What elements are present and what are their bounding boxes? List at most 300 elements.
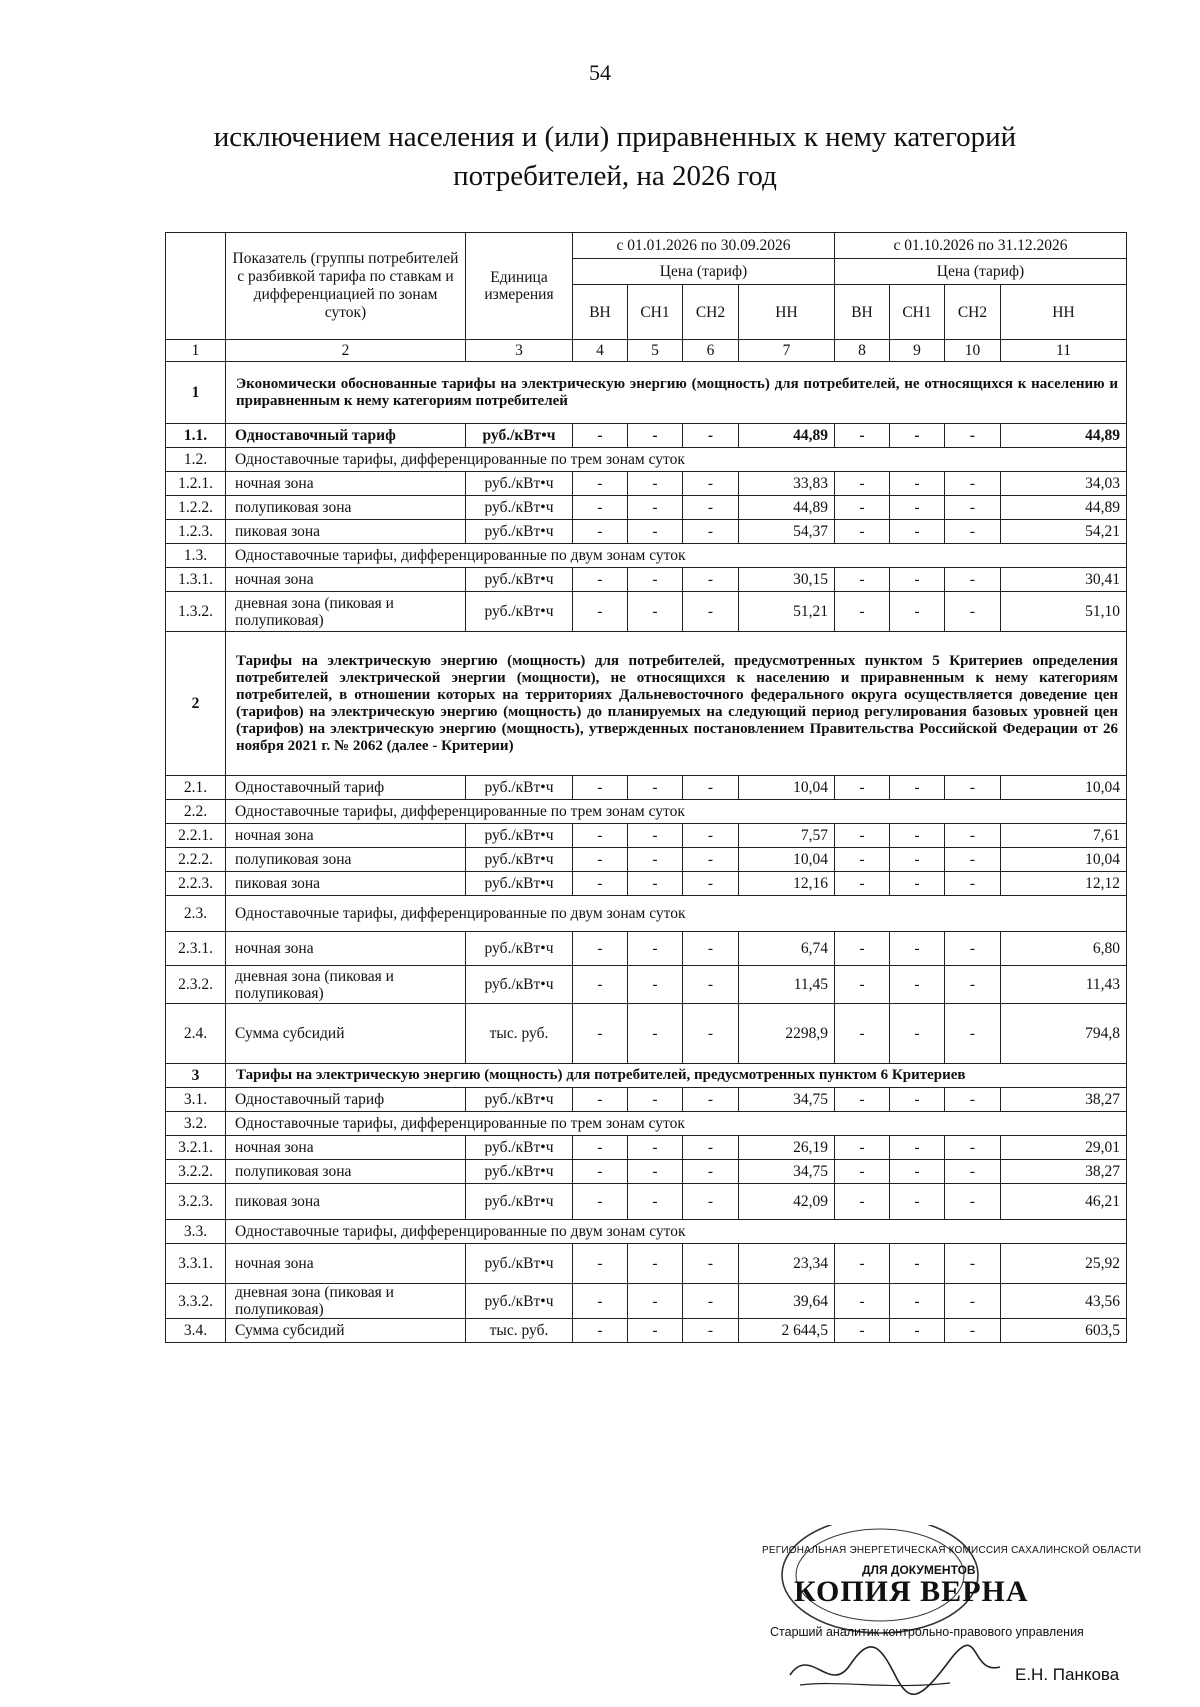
table-row bbox=[166, 1004, 1127, 1064]
row-unit: руб./кВт•ч bbox=[466, 1136, 573, 1160]
row-number: 1.1. bbox=[166, 424, 226, 448]
row-value-8: 11,43 bbox=[1001, 966, 1127, 1004]
row-value-3: - bbox=[683, 1160, 739, 1184]
row-unit: руб./кВт•ч bbox=[466, 966, 573, 1004]
row-value-1: - bbox=[573, 1088, 628, 1112]
row-value-4: 6,74 bbox=[739, 932, 835, 966]
table-row bbox=[166, 1136, 1127, 1160]
row-value-4: 33,83 bbox=[739, 472, 835, 496]
row-value-3: - bbox=[683, 592, 739, 632]
row-number: 3.3.2. bbox=[166, 1284, 226, 1319]
row-value-5: - bbox=[835, 848, 890, 872]
stamp-inner-text: ДЛЯ ДОКУМЕНТОВ bbox=[862, 1563, 976, 1577]
row-value-2: - bbox=[628, 1284, 683, 1319]
row-value-8: 43,56 bbox=[1001, 1284, 1127, 1319]
column-number-5: 5 bbox=[628, 340, 683, 362]
row-value-4: 12,16 bbox=[739, 872, 835, 896]
row-value-5: - bbox=[835, 872, 890, 896]
title-line-2: потребителей, на 2026 год bbox=[453, 160, 777, 192]
table-row bbox=[166, 1184, 1127, 1220]
row-value-1: - bbox=[573, 424, 628, 448]
table-row bbox=[166, 568, 1127, 592]
row-value-3: - bbox=[683, 424, 739, 448]
row-value-3: - bbox=[683, 966, 739, 1004]
row-value-5: - bbox=[835, 496, 890, 520]
row-value-5: - bbox=[835, 1160, 890, 1184]
row-value-4: 34,75 bbox=[739, 1160, 835, 1184]
row-value-4: 30,15 bbox=[739, 568, 835, 592]
row-value-2: - bbox=[628, 1004, 683, 1064]
row-value-5: - bbox=[835, 966, 890, 1004]
row-number: 1 bbox=[166, 362, 226, 424]
row-value-4: 39,64 bbox=[739, 1284, 835, 1319]
section-row bbox=[166, 632, 1127, 776]
row-value-1: - bbox=[573, 1004, 628, 1064]
header-level-6: СН1 bbox=[890, 285, 945, 340]
row-unit: руб./кВт•ч bbox=[466, 932, 573, 966]
group-row bbox=[166, 1112, 1127, 1136]
row-value-3: - bbox=[683, 1284, 739, 1319]
row-value-4: 2298,9 bbox=[739, 1004, 835, 1064]
row-value-1: - bbox=[573, 1184, 628, 1220]
row-value-5: - bbox=[835, 592, 890, 632]
row-value-7: - bbox=[945, 966, 1001, 1004]
section-heading: Тарифы на электрическую энергию (мощность) для потребителей, предусмотренных пунктом 6 Критериев bbox=[226, 1064, 1127, 1088]
row-value-8: 51,10 bbox=[1001, 592, 1127, 632]
row-value-6: - bbox=[890, 872, 945, 896]
row-unit: руб./кВт•ч bbox=[466, 520, 573, 544]
row-value-2: - bbox=[628, 776, 683, 800]
row-value-5: - bbox=[835, 1244, 890, 1284]
row-number: 1.2.2. bbox=[166, 496, 226, 520]
certification-stamp bbox=[762, 1525, 1142, 1707]
row-unit: тыс. руб. bbox=[466, 1319, 573, 1343]
row-value-8: 29,01 bbox=[1001, 1136, 1127, 1160]
header-period-1: с 01.01.2026 по 30.09.2026 bbox=[573, 233, 835, 259]
row-value-2: - bbox=[628, 568, 683, 592]
row-value-7: - bbox=[945, 848, 1001, 872]
row-value-8: 46,21 bbox=[1001, 1184, 1127, 1220]
row-indicator: пиковая зона bbox=[226, 1184, 466, 1220]
row-value-1: - bbox=[573, 848, 628, 872]
row-value-6: - bbox=[890, 1184, 945, 1220]
row-value-8: 44,89 bbox=[1001, 496, 1127, 520]
row-indicator: пиковая зона bbox=[226, 872, 466, 896]
row-value-4: 54,37 bbox=[739, 520, 835, 544]
row-value-7: - bbox=[945, 1244, 1001, 1284]
header-col-1-blank bbox=[166, 233, 226, 340]
group-heading: Одноставочные тарифы, дифференцированные по двум зонам суток bbox=[226, 896, 1127, 932]
row-unit: руб./кВт•ч bbox=[466, 776, 573, 800]
row-value-8: 794,8 bbox=[1001, 1004, 1127, 1064]
row-number: 2.3.2. bbox=[166, 966, 226, 1004]
row-value-4: 10,04 bbox=[739, 776, 835, 800]
row-value-4: 7,57 bbox=[739, 824, 835, 848]
column-number-6: 6 bbox=[683, 340, 739, 362]
row-value-5: - bbox=[835, 1319, 890, 1343]
header-price-2: Цена (тариф) bbox=[835, 259, 1127, 285]
row-number: 1.2. bbox=[166, 448, 226, 472]
row-value-8: 38,27 bbox=[1001, 1088, 1127, 1112]
table-row bbox=[166, 932, 1127, 966]
section-row bbox=[166, 1064, 1127, 1088]
row-number: 3.1. bbox=[166, 1088, 226, 1112]
row-number: 2.4. bbox=[166, 1004, 226, 1064]
row-value-8: 10,04 bbox=[1001, 776, 1127, 800]
row-value-6: - bbox=[890, 1004, 945, 1064]
table-row bbox=[166, 472, 1127, 496]
row-value-4: 34,75 bbox=[739, 1088, 835, 1112]
row-value-2: - bbox=[628, 848, 683, 872]
signer-position: Старший аналитик контрольно-правового управления bbox=[770, 1625, 1084, 1639]
row-value-2: - bbox=[628, 1319, 683, 1343]
row-number: 3.2. bbox=[166, 1112, 226, 1136]
row-value-3: - bbox=[683, 1244, 739, 1284]
row-indicator: ночная зона bbox=[226, 932, 466, 966]
group-heading: Одноставочные тарифы, дифференцированные по трем зонам суток bbox=[226, 448, 1127, 472]
row-value-1: - bbox=[573, 496, 628, 520]
row-number: 2.2.1. bbox=[166, 824, 226, 848]
row-number: 1.3. bbox=[166, 544, 226, 568]
row-unit: руб./кВт•ч bbox=[466, 848, 573, 872]
row-indicator: полупиковая зона bbox=[226, 1160, 466, 1184]
group-row bbox=[166, 896, 1127, 932]
row-value-3: - bbox=[683, 1088, 739, 1112]
row-value-6: - bbox=[890, 1136, 945, 1160]
table-row bbox=[166, 824, 1127, 848]
column-number-10: 10 bbox=[945, 340, 1001, 362]
table-row bbox=[166, 592, 1127, 632]
row-value-7: - bbox=[945, 496, 1001, 520]
row-value-3: - bbox=[683, 1004, 739, 1064]
row-value-6: - bbox=[890, 1244, 945, 1284]
row-value-2: - bbox=[628, 966, 683, 1004]
header-period-2: с 01.10.2026 по 31.12.2026 bbox=[835, 233, 1127, 259]
row-value-8: 54,21 bbox=[1001, 520, 1127, 544]
row-value-1: - bbox=[573, 1319, 628, 1343]
row-value-1: - bbox=[573, 568, 628, 592]
row-indicator: ночная зона bbox=[226, 1244, 466, 1284]
row-value-6: - bbox=[890, 776, 945, 800]
row-number: 2.3. bbox=[166, 896, 226, 932]
row-value-2: - bbox=[628, 1136, 683, 1160]
table-row bbox=[166, 1088, 1127, 1112]
row-value-8: 7,61 bbox=[1001, 824, 1127, 848]
row-value-6: - bbox=[890, 966, 945, 1004]
row-number: 1.3.2. bbox=[166, 592, 226, 632]
row-value-6: - bbox=[890, 496, 945, 520]
row-value-1: - bbox=[573, 932, 628, 966]
row-value-3: - bbox=[683, 776, 739, 800]
row-value-6: - bbox=[890, 932, 945, 966]
row-number: 1.3.1. bbox=[166, 568, 226, 592]
group-row bbox=[166, 800, 1127, 824]
stamp-organization: РЕГИОНАЛЬНАЯ ЭНЕРГЕТИЧЕСКАЯ КОМИССИЯ САХАЛИНСКОЙ ОБЛАСТИ bbox=[762, 1545, 1142, 1556]
row-value-3: - bbox=[683, 1184, 739, 1220]
row-indicator: Сумма субсидий bbox=[226, 1004, 466, 1064]
row-value-1: - bbox=[573, 966, 628, 1004]
row-value-5: - bbox=[835, 1184, 890, 1220]
row-value-5: - bbox=[835, 1284, 890, 1319]
row-value-7: - bbox=[945, 568, 1001, 592]
row-value-5: - bbox=[835, 1004, 890, 1064]
row-number: 3.2.2. bbox=[166, 1160, 226, 1184]
row-number: 3.3.1. bbox=[166, 1244, 226, 1284]
row-indicator: дневная зона (пиковая и полупиковая) bbox=[226, 966, 466, 1004]
row-number: 2.1. bbox=[166, 776, 226, 800]
row-unit: руб./кВт•ч bbox=[466, 472, 573, 496]
row-value-3: - bbox=[683, 824, 739, 848]
row-unit: руб./кВт•ч bbox=[466, 592, 573, 632]
header-level-4: НН bbox=[739, 285, 835, 340]
column-number-1: 1 bbox=[166, 340, 226, 362]
table-row bbox=[166, 496, 1127, 520]
page-number: 54 bbox=[589, 60, 611, 85]
row-value-8: 30,41 bbox=[1001, 568, 1127, 592]
signer-name: Е.Н. Панкова bbox=[1015, 1665, 1120, 1684]
table-row bbox=[166, 1160, 1127, 1184]
row-number: 2 bbox=[166, 632, 226, 776]
row-value-4: 2 644,5 bbox=[739, 1319, 835, 1343]
table-row bbox=[166, 776, 1127, 800]
header-unit: Единица измерения bbox=[466, 233, 573, 340]
row-value-3: - bbox=[683, 568, 739, 592]
row-value-6: - bbox=[890, 592, 945, 632]
table-row bbox=[166, 424, 1127, 448]
row-value-6: - bbox=[890, 424, 945, 448]
row-value-1: - bbox=[573, 1136, 628, 1160]
row-value-4: 10,04 bbox=[739, 848, 835, 872]
group-row bbox=[166, 544, 1127, 568]
row-value-2: - bbox=[628, 824, 683, 848]
row-value-2: - bbox=[628, 496, 683, 520]
row-indicator: Сумма субсидий bbox=[226, 1319, 466, 1343]
row-value-8: 38,27 bbox=[1001, 1160, 1127, 1184]
row-value-3: - bbox=[683, 872, 739, 896]
row-unit: тыс. руб. bbox=[466, 1004, 573, 1064]
column-number-3: 3 bbox=[466, 340, 573, 362]
row-value-8: 6,80 bbox=[1001, 932, 1127, 966]
header-level-3: СН2 bbox=[683, 285, 739, 340]
row-value-8: 44,89 bbox=[1001, 424, 1127, 448]
row-value-4: 51,21 bbox=[739, 592, 835, 632]
row-value-8: 25,92 bbox=[1001, 1244, 1127, 1284]
group-row bbox=[166, 448, 1127, 472]
row-value-5: - bbox=[835, 424, 890, 448]
row-value-6: - bbox=[890, 848, 945, 872]
row-value-7: - bbox=[945, 1184, 1001, 1220]
group-heading: Одноставочные тарифы, дифференцированные по трем зонам суток bbox=[226, 1112, 1127, 1136]
column-number-8: 8 bbox=[835, 340, 890, 362]
header-price-1: Цена (тариф) bbox=[573, 259, 835, 285]
header-indicator: Показатель (группы потребителей с разбивкой тарифа по ставкам и дифференциацией по зонам суток) bbox=[226, 233, 466, 340]
table-row bbox=[166, 1284, 1127, 1319]
row-value-2: - bbox=[628, 592, 683, 632]
row-value-2: - bbox=[628, 1184, 683, 1220]
page-title bbox=[150, 118, 1080, 196]
row-unit: руб./кВт•ч bbox=[466, 496, 573, 520]
row-value-5: - bbox=[835, 472, 890, 496]
table-row bbox=[166, 1244, 1127, 1284]
row-indicator: Одноставочный тариф bbox=[226, 424, 466, 448]
row-value-5: - bbox=[835, 1088, 890, 1112]
row-number: 3 bbox=[166, 1064, 226, 1088]
row-value-7: - bbox=[945, 1160, 1001, 1184]
row-value-7: - bbox=[945, 1004, 1001, 1064]
section-heading: Тарифы на электрическую энергию (мощность) для потребителей, предусмотренных пунктом 5 Критериев определения потребителей электрической энергии (мощности), не относящихся к населению и приравненным к нему категориям потребителей, в отношении которых на территориях Дальневосточного федерального округа осуществляется доведение цен (тарифов) на электрическую энергию (мощность) до планируемых на следующий период регулирования базовых уровней цен (тарифов) на электрическую энергию (мощность), утвержденных постановлением Правительства Российской Федерации от 26 ноября 2021 г. № 2062 (далее - Критерии) bbox=[226, 632, 1127, 776]
row-value-7: - bbox=[945, 1284, 1001, 1319]
row-value-4: 44,89 bbox=[739, 424, 835, 448]
header-level-1: ВН bbox=[573, 285, 628, 340]
row-value-2: - bbox=[628, 424, 683, 448]
row-value-1: - bbox=[573, 1244, 628, 1284]
row-number: 2.2.3. bbox=[166, 872, 226, 896]
row-indicator: ночная зона bbox=[226, 568, 466, 592]
row-value-2: - bbox=[628, 1160, 683, 1184]
row-value-7: - bbox=[945, 1136, 1001, 1160]
header-level-7: СН2 bbox=[945, 285, 1001, 340]
row-value-6: - bbox=[890, 1319, 945, 1343]
column-number-2: 2 bbox=[226, 340, 466, 362]
title-line-1: исключением населения и (или) приравненных к нему категорий bbox=[213, 121, 1017, 153]
row-value-1: - bbox=[573, 824, 628, 848]
row-value-8: 603,5 bbox=[1001, 1319, 1127, 1343]
row-number: 1.2.1. bbox=[166, 472, 226, 496]
row-indicator: пиковая зона bbox=[226, 520, 466, 544]
row-value-7: - bbox=[945, 592, 1001, 632]
row-value-4: 26,19 bbox=[739, 1136, 835, 1160]
row-value-4: 42,09 bbox=[739, 1184, 835, 1220]
row-value-2: - bbox=[628, 872, 683, 896]
row-value-4: 11,45 bbox=[739, 966, 835, 1004]
row-value-2: - bbox=[628, 1244, 683, 1284]
row-value-6: - bbox=[890, 520, 945, 544]
column-number-11: 11 bbox=[1001, 340, 1127, 362]
header-level-8: НН bbox=[1001, 285, 1127, 340]
row-unit: руб./кВт•ч bbox=[466, 872, 573, 896]
row-value-5: - bbox=[835, 824, 890, 848]
row-indicator: полупиковая зона bbox=[226, 496, 466, 520]
header-level-2: СН1 bbox=[628, 285, 683, 340]
row-value-3: - bbox=[683, 496, 739, 520]
row-value-6: - bbox=[890, 1088, 945, 1112]
row-unit: руб./кВт•ч bbox=[466, 1160, 573, 1184]
row-number: 3.2.3. bbox=[166, 1184, 226, 1220]
row-unit: руб./кВт•ч bbox=[466, 1088, 573, 1112]
row-indicator: ночная зона bbox=[226, 472, 466, 496]
row-unit: руб./кВт•ч bbox=[466, 568, 573, 592]
row-value-3: - bbox=[683, 848, 739, 872]
row-value-7: - bbox=[945, 1088, 1001, 1112]
row-value-8: 12,12 bbox=[1001, 872, 1127, 896]
row-value-7: - bbox=[945, 824, 1001, 848]
row-value-7: - bbox=[945, 1319, 1001, 1343]
row-value-5: - bbox=[835, 520, 890, 544]
row-indicator: дневная зона (пиковая и полупиковая) bbox=[226, 1284, 466, 1319]
row-value-3: - bbox=[683, 932, 739, 966]
tariff-table bbox=[165, 232, 1127, 1343]
row-indicator: Одноставочный тариф bbox=[226, 1088, 466, 1112]
row-value-1: - bbox=[573, 1160, 628, 1184]
group-row bbox=[166, 1220, 1127, 1244]
group-heading: Одноставочные тарифы, дифференцированные по двум зонам суток bbox=[226, 544, 1127, 568]
row-value-1: - bbox=[573, 592, 628, 632]
row-value-7: - bbox=[945, 424, 1001, 448]
row-value-5: - bbox=[835, 776, 890, 800]
header-level-5: ВН bbox=[835, 285, 890, 340]
row-value-1: - bbox=[573, 776, 628, 800]
column-number-7: 7 bbox=[739, 340, 835, 362]
row-indicator: ночная зона bbox=[226, 1136, 466, 1160]
row-number: 3.3. bbox=[166, 1220, 226, 1244]
row-value-5: - bbox=[835, 932, 890, 966]
table-row bbox=[166, 848, 1127, 872]
row-value-4: 44,89 bbox=[739, 496, 835, 520]
row-number: 2.3.1. bbox=[166, 932, 226, 966]
row-value-6: - bbox=[890, 568, 945, 592]
row-value-2: - bbox=[628, 472, 683, 496]
row-value-1: - bbox=[573, 872, 628, 896]
row-value-1: - bbox=[573, 1284, 628, 1319]
row-indicator: дневная зона (пиковая и полупиковая) bbox=[226, 592, 466, 632]
row-value-4: 23,34 bbox=[739, 1244, 835, 1284]
row-value-7: - bbox=[945, 776, 1001, 800]
row-value-3: - bbox=[683, 472, 739, 496]
row-value-3: - bbox=[683, 1319, 739, 1343]
row-value-1: - bbox=[573, 472, 628, 496]
row-number: 2.2. bbox=[166, 800, 226, 824]
table-row bbox=[166, 966, 1127, 1004]
row-indicator: Одноставочный тариф bbox=[226, 776, 466, 800]
row-value-6: - bbox=[890, 472, 945, 496]
row-value-6: - bbox=[890, 1284, 945, 1319]
row-indicator: полупиковая зона bbox=[226, 848, 466, 872]
copy-certified-mark: КОПИЯ ВЕРНА bbox=[794, 1575, 1029, 1608]
row-value-2: - bbox=[628, 1088, 683, 1112]
table-row bbox=[166, 520, 1127, 544]
row-value-3: - bbox=[683, 520, 739, 544]
row-value-3: - bbox=[683, 1136, 739, 1160]
group-heading: Одноставочные тарифы, дифференцированные по трем зонам суток bbox=[226, 800, 1127, 824]
row-value-2: - bbox=[628, 932, 683, 966]
row-unit: руб./кВт•ч bbox=[466, 1184, 573, 1220]
row-unit: руб./кВт•ч bbox=[466, 824, 573, 848]
row-value-5: - bbox=[835, 1136, 890, 1160]
row-value-8: 10,04 bbox=[1001, 848, 1127, 872]
row-number: 1.2.3. bbox=[166, 520, 226, 544]
row-value-7: - bbox=[945, 872, 1001, 896]
row-value-7: - bbox=[945, 520, 1001, 544]
row-unit: руб./кВт•ч bbox=[466, 1244, 573, 1284]
row-indicator: ночная зона bbox=[226, 824, 466, 848]
row-value-1: - bbox=[573, 520, 628, 544]
row-value-8: 34,03 bbox=[1001, 472, 1127, 496]
row-unit: руб./кВт•ч bbox=[466, 424, 573, 448]
row-value-7: - bbox=[945, 472, 1001, 496]
section-row bbox=[166, 362, 1127, 424]
table-row bbox=[166, 1319, 1127, 1343]
table-row bbox=[166, 872, 1127, 896]
section-heading: Экономически обоснованные тарифы на электрическую энергию (мощность) для потребителей, не относящихся к населению и приравненным к нему категориям потребителей bbox=[226, 362, 1127, 424]
row-value-6: - bbox=[890, 1160, 945, 1184]
row-unit: руб./кВт•ч bbox=[466, 1284, 573, 1319]
group-heading: Одноставочные тарифы, дифференцированные по двум зонам суток bbox=[226, 1220, 1127, 1244]
row-value-2: - bbox=[628, 520, 683, 544]
column-number-9: 9 bbox=[890, 340, 945, 362]
column-number-4: 4 bbox=[573, 340, 628, 362]
row-value-7: - bbox=[945, 932, 1001, 966]
row-number: 2.2.2. bbox=[166, 848, 226, 872]
